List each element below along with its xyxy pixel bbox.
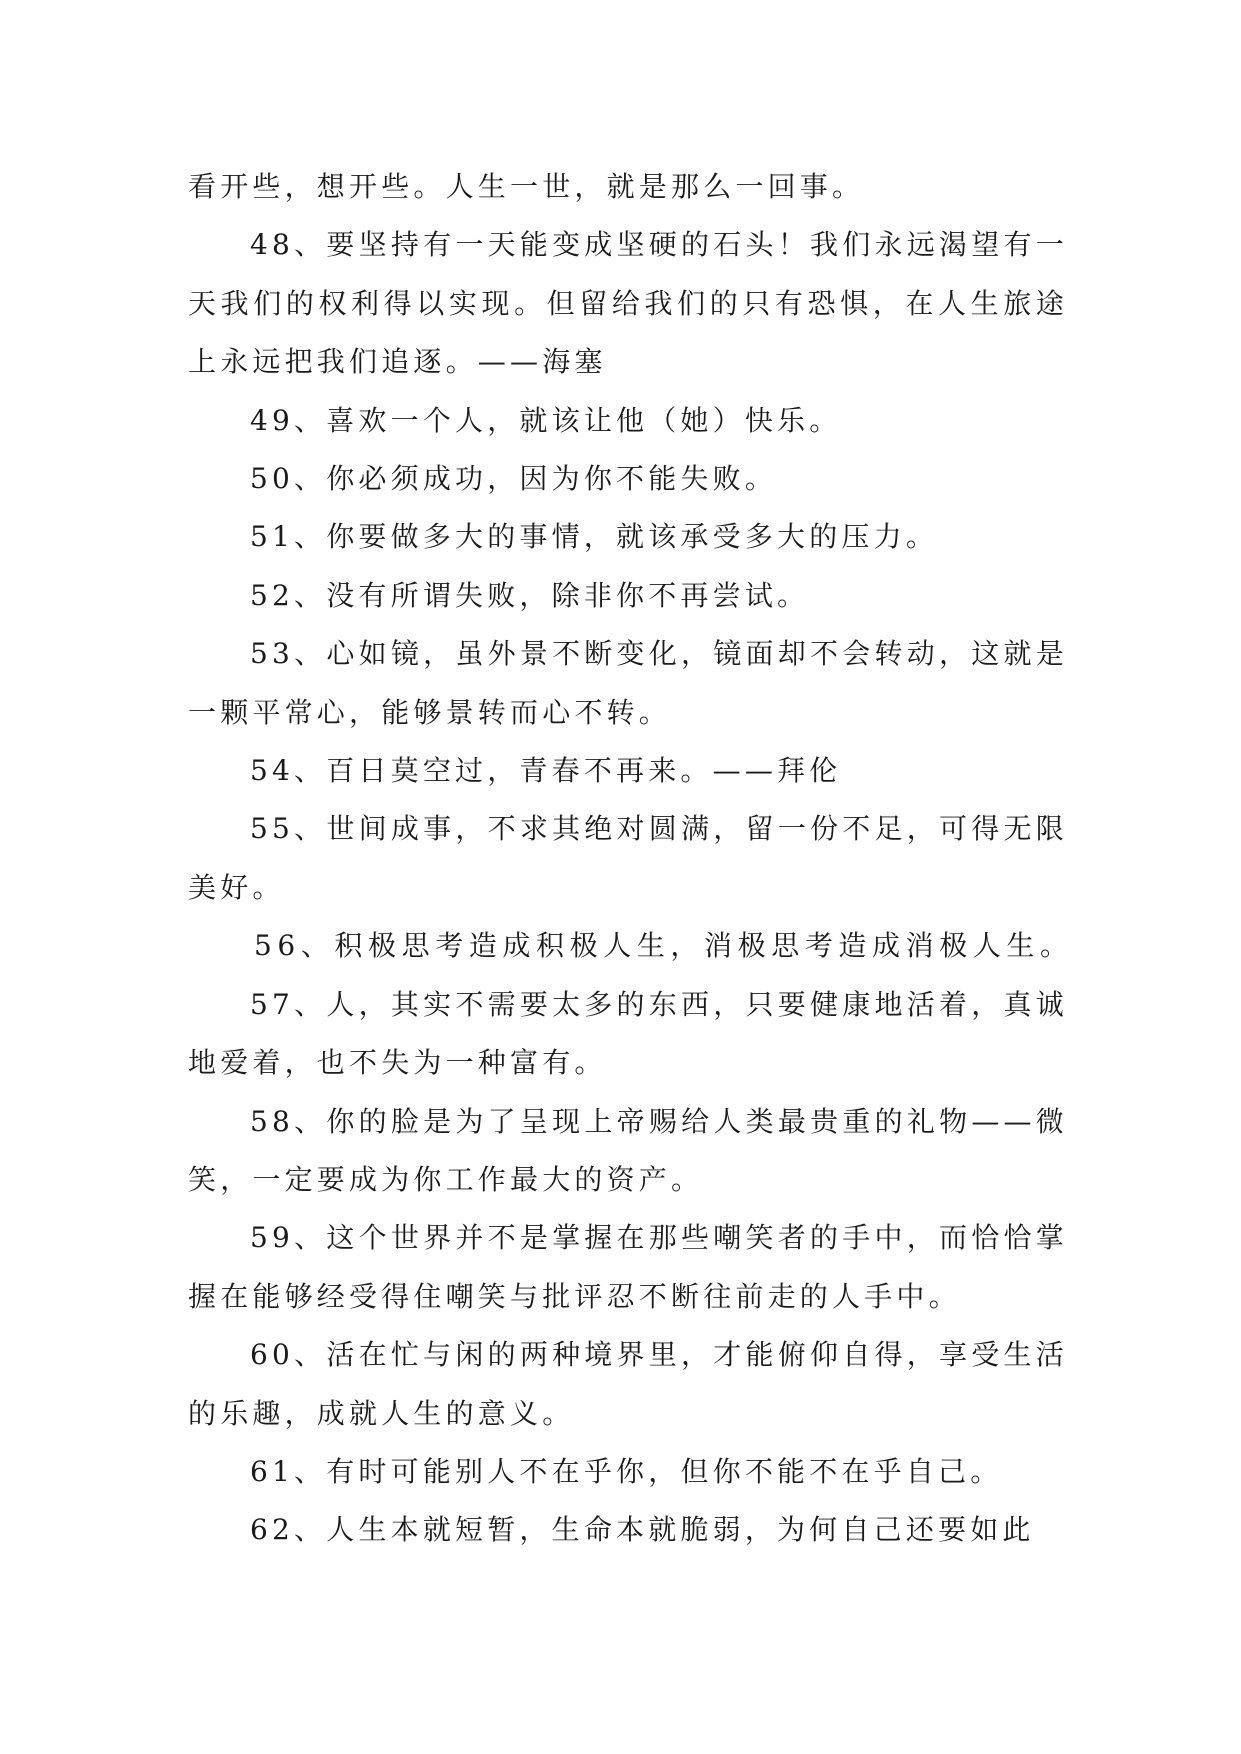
paragraph-item-53: 53、心如镜，虽外景不断变化，镜面却不会转动，这就是一颗平常心，能够景转而心不转。 [188,637,1068,729]
paragraph-item-50: 50、你必须成功，因为你不能失败。 [250,462,778,496]
paragraph-item-48: 48、要坚持有一天能变成坚硬的石头！我们永远渴望有一天我们的权利得以实现。但留给我们的只有恐惧，在人生旅途上永远把我们追逐。——海塞 [188,228,1068,379]
paragraph-item-60: 60、活在忙与闲的两种境界里，才能俯仰自得，享受生活的乐趣，成就人生的意义。 [188,1338,1068,1430]
paragraph-item-61: 61、有时可能别人不在乎你，但你不能不在乎自己。 [250,1454,1003,1488]
paragraph-item-49: 49、喜欢一个人，就该让他（她）快乐。 [250,403,842,437]
document-body [188,158,1074,1560]
paragraph-item-54: 54、百日莫空过，青春不再来。——拜伦 [250,754,842,788]
paragraph-item-57: 57、人，其实不需要太多的东西，只要健康地活着，真诚地爱着，也不失为一种富有。 [188,987,1068,1080]
paragraph-item-59: 59、这个世界并不是掌握在那些嘲笑者的手中，而恰恰掌握在能够经受得住嘲笑与批评忍不断往前走的人手中。 [188,1221,1068,1313]
paragraph-item-52: 52、没有所谓失败，除非你不再尝试。 [250,578,810,612]
paragraph-item-56: 56、积极思考造成积极人生，消极思考造成消极人生。 [254,929,1074,963]
paragraph-item-62: 62、人生本就短暂，生命本就脆弱，为何自己还要如此 [250,1513,1035,1547]
paragraph-continuation: 看开些，想开些。人生一世，就是那么一回事。 [188,170,865,203]
paragraph-item-55: 55、世间成事，不求其绝对圆满，留一份不足，可得无限美好。 [188,812,1068,904]
paragraph-item-58: 58、你的脸是为了呈现上帝赐给人类最贵重的礼物——微笑，一定要成为你工作最大的资产。 [188,1104,1068,1196]
paragraph-item-51: 51、你要做多大的事情，就该承受多大的压力。 [250,520,939,554]
